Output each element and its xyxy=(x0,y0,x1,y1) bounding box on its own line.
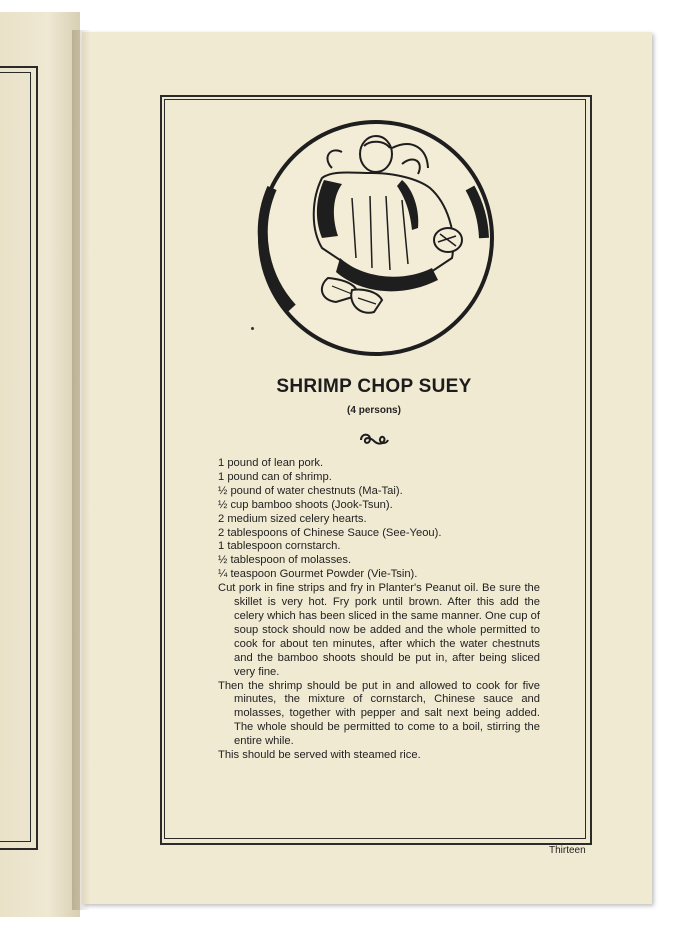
page-number: Thirteen xyxy=(549,845,586,856)
book-gutter-shadow xyxy=(72,30,90,910)
flourish-ornament-icon xyxy=(357,428,391,450)
ingredient-item: ½ pound of water chestnuts (Ma-Tai). xyxy=(218,484,403,497)
direction-paragraph: Cut pork in fine strips and fry in Planter's Peanut oil. Be sure the skillet is very hot. Fry pork until brown. After this add the celery which has been sliced in the same manner. One cup of soup stock should now be added and the whole permitted to cook for about ten minutes, after which the water chestnuts and the bamboo shoots should be put in, after being sliced very fine. xyxy=(218,582,540,678)
ingredient-item: 2 tablespoons of Chinese Sauce (See-Yeou). xyxy=(218,526,442,539)
ingredient-item: 2 medium sized celery hearts. xyxy=(218,512,367,525)
recipe-servings: (4 persons) xyxy=(347,405,401,416)
chef-illustration-icon xyxy=(252,118,500,360)
ingredient-item: 1 tablespoon cornstarch. xyxy=(218,540,341,553)
page-dot xyxy=(251,327,254,330)
ingredient-item: ¼ teaspoon Gourmet Powder (Vie-Tsin). xyxy=(218,568,418,581)
ingredient-item: 1 pound can of shrimp. xyxy=(218,470,332,483)
recipe-title: SHRIMP CHOP SUEY xyxy=(276,376,472,397)
ingredient-item: ½ tablespoon of molasses. xyxy=(218,554,352,567)
ingredient-item: 1 pound of lean pork. xyxy=(218,457,324,469)
previous-page-inner-border xyxy=(0,72,31,842)
recipe-body xyxy=(218,457,540,763)
direction-paragraph: This should be served with steamed rice. xyxy=(218,749,421,762)
direction-paragraph: Then the shrimp should be put in and allowed to cook for five minutes, the mixture of cornstarch, Chinese sauce and molasses, together with pepper and salt next being added. The whole should be permitted to come to a boil, stirring the entire while. xyxy=(218,679,540,748)
ingredient-item: ½ cup bamboo shoots (Jook-Tsun). xyxy=(218,498,393,511)
